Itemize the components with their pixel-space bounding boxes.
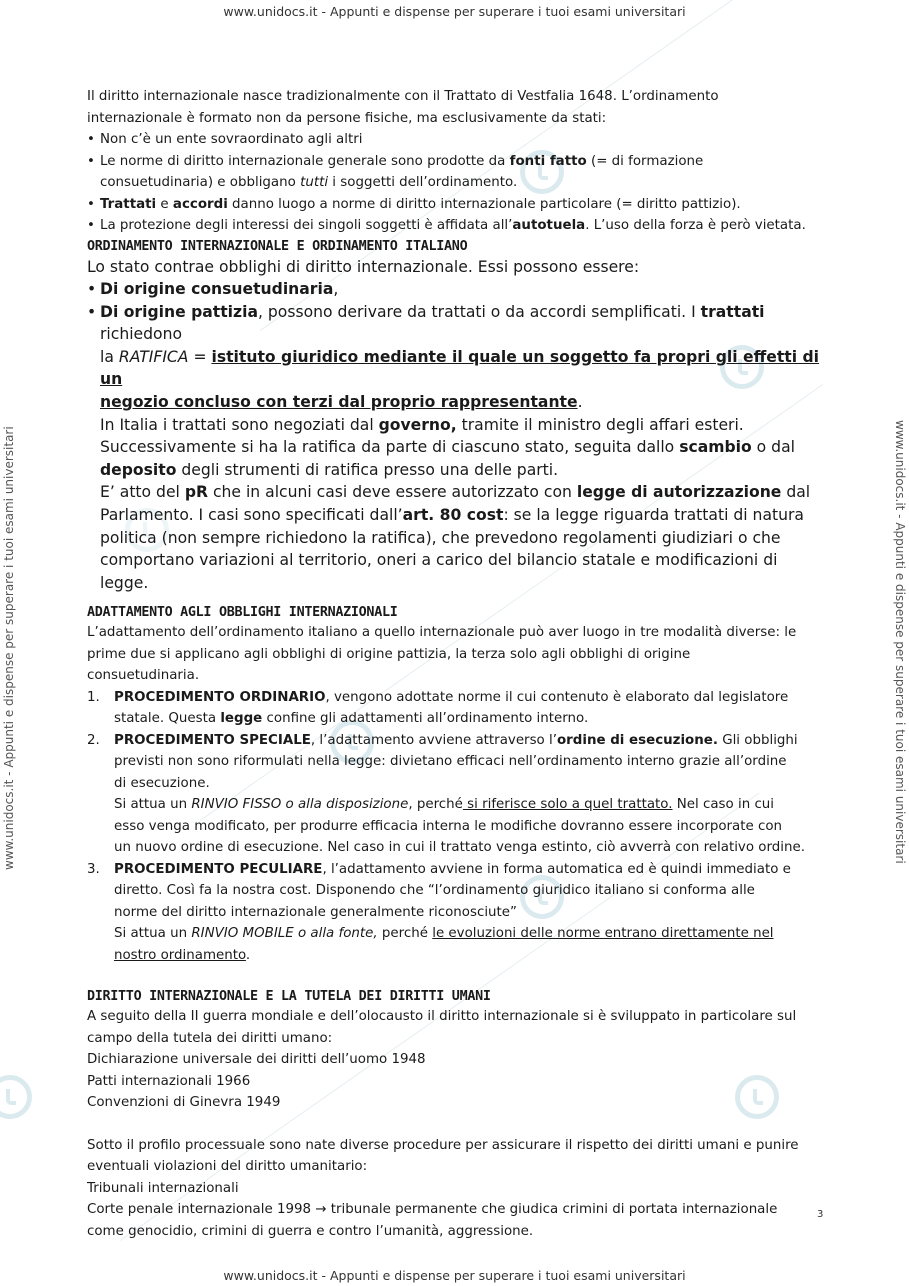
paragraph: eventuali violazioni del diritto umanitario:	[87, 1159, 368, 1175]
watermark-logo-icon	[0, 1075, 32, 1119]
paragraph: consuetudinaria.	[87, 668, 200, 684]
section-heading: ADATTAMENTO AGLI OBBLIGHI INTERNAZIONALI	[87, 605, 398, 621]
bullet-item: • Trattati e accordi danno luogo a norme di diritto internazionale particolare (= diritto pattizio).	[87, 194, 824, 216]
paragraph: Parlamento. I casi sono specificati dall’art. 80 cost: se la legge riguarda trattati di natura	[100, 506, 804, 525]
intro-line: internazionale è formato non da persone fisiche, ma esclusivamente da stati:	[87, 110, 607, 126]
paragraph: Successivamente si ha la ratifica da parte di ciascuno stato, seguita dallo scambio o dal	[100, 438, 795, 457]
side-watermark-left: www.unidocs.it - Appunti e dispense per superare i tuoi esami universitari	[2, 426, 16, 870]
document-body	[87, 86, 824, 1242]
numbered-item: 1. PROCEDIMENTO ORDINARIO, vengono adottate norme il cui contenuto è elaborato dal legislatore	[87, 689, 789, 705]
bullet-item: • Le norme di diritto internazionale generale sono prodotte da fonti fatto (= di formazione	[87, 151, 824, 173]
paragraph: L’adattamento dell’ordinamento italiano a quello internazionale può aver luogo in tre modalità diverse: le	[87, 625, 797, 641]
numbered-item-continuation: nostro ordinamento.	[114, 947, 251, 963]
ratifica-definition: negozio concluso con terzi dal proprio rappresentante.	[100, 393, 583, 412]
paragraph: A seguito della II guerra mondiale e dell’olocausto il diritto internazionale si è sviluppato in particolare sul	[87, 1009, 797, 1025]
numbered-item-continuation: un nuovo ordine di esecuzione. Nel caso in cui il trattato venga estinto, ciò avverrà con relativo ordine.	[114, 840, 805, 856]
header-watermark-text: www.unidocs.it - Appunti e dispense per superare i tuoi esami universitari	[223, 4, 686, 19]
paragraph: Corte penale internazionale 1998 → tribunale permanente che giudica crimini di portata internazionale	[87, 1202, 778, 1218]
paragraph: prime due si applicano agli obblighi di origine pattizia, la terza solo agli obblighi di origine	[87, 646, 691, 662]
page-number: 3	[817, 1209, 824, 1220]
paragraph: comportano variazioni al territorio, oneri a carico del bilancio statale e modificazioni di legge.	[100, 551, 778, 592]
ratifica-definition: la RATIFICA = istituto giuridico mediante il quale un soggetto fa propri gli effetti di un	[100, 347, 820, 389]
numbered-item: 2. PROCEDIMENTO SPECIALE, l’adattamento avviene attraverso l’ordine di esecuzione. Gli obblighi	[87, 732, 798, 748]
list-item: Dichiarazione universale dei diritti dell’uomo 1948	[87, 1052, 426, 1068]
numbered-item-continuation: previsti non sono riformulati nella legge: divietano efficaci nell’ordinamento interno grazie all’ordine	[114, 754, 787, 770]
bullet-item: • Di origine pattizia, possono derivare da trattati o da accordi semplificati. I trattati richiedono	[87, 301, 824, 346]
bullet-continuation: consuetudinaria) e obbligano tutti i soggetti dell’ordinamento.	[100, 175, 518, 190]
paragraph: deposito degli strumenti di ratifica presso una delle parti.	[100, 460, 559, 479]
numbered-item-continuation: di esecuzione.	[114, 775, 210, 791]
bullet-item: • La protezione degli interessi dei singoli soggetti è affidata all’autotuela. L’uso della forza è però vietata.	[87, 215, 824, 237]
section-heading: DIRITTO INTERNAZIONALE E LA TUTELA DEI DIRITTI UMANI	[87, 989, 491, 1005]
paragraph: campo della tutela dei diritti umano:	[87, 1030, 333, 1046]
numbered-item: 3. PROCEDIMENTO PECULIARE, l’adattamento avviene in forma automatica ed è quindi immediato e	[87, 861, 791, 877]
paragraph: Sotto il profilo processuale sono nate diverse procedure per assicurare il rispetto dei diritti umani e punire	[87, 1137, 799, 1153]
paragraph: Lo stato contrae obblighi di diritto internazionale. Essi possono essere:	[87, 257, 640, 276]
paragraph: come genocidio, crimini di guerra e contro l’umanità, aggressione.	[87, 1223, 534, 1239]
paragraph: Tribunali internazionali	[87, 1180, 239, 1196]
section-heading: ORDINAMENTO INTERNAZIONALE E ORDINAMENTO ITALIANO	[87, 238, 468, 254]
numbered-item-continuation: Si attua un RINVIO FISSO o alla disposizione, perché si riferisce solo a quel trattato. Nel caso in cui	[114, 797, 775, 813]
bullet-item: • Di origine consuetudinaria,	[87, 278, 824, 301]
numbered-item-continuation: norme del diritto internazionale generalmente riconosciute”	[114, 904, 517, 920]
paragraph: E’ atto del pR che in alcuni casi deve essere autorizzato con legge di autorizzazione dal	[100, 483, 811, 502]
footer-watermark-text: www.unidocs.it - Appunti e dispense per superare i tuoi esami universitari	[223, 1268, 686, 1283]
bullet-item: • Non c’è un ente sovraordinato agli altri	[87, 129, 824, 151]
list-item: Convenzioni di Ginevra 1949	[87, 1095, 281, 1111]
numbered-item-continuation: statale. Questa legge confine gli adattamenti all’ordinamento interno.	[114, 711, 589, 727]
numbered-item-continuation: Si attua un RINVIO MOBILE o alla fonte, perché le evoluzioni delle norme entrano direttamente nel	[114, 926, 774, 942]
paragraph: In Italia i trattati sono negoziati dal governo, tramite il ministro degli affari esteri.	[100, 415, 744, 434]
list-item: Patti internazionali 1966	[87, 1073, 251, 1089]
numbered-item-continuation: diretto. Così fa la nostra cost. Disponendo che “l’ordinamento giuridico italiano si conforma alle	[114, 883, 755, 899]
paragraph: politica (non sempre richiedono la ratifica), che prevedono regolamenti giudiziari o che	[100, 528, 781, 547]
side-watermark-right: www.unidocs.it - Appunti e dispense per superare i tuoi esami universitari	[893, 420, 907, 864]
numbered-item-continuation: esso venga modificato, per produrre efficacia interna le modifiche dovranno essere incorporate con	[114, 818, 783, 834]
intro-line: Il diritto internazionale nasce tradizionalmente con il Trattato di Vestfalia 1648. L’ordinamento	[87, 89, 719, 104]
